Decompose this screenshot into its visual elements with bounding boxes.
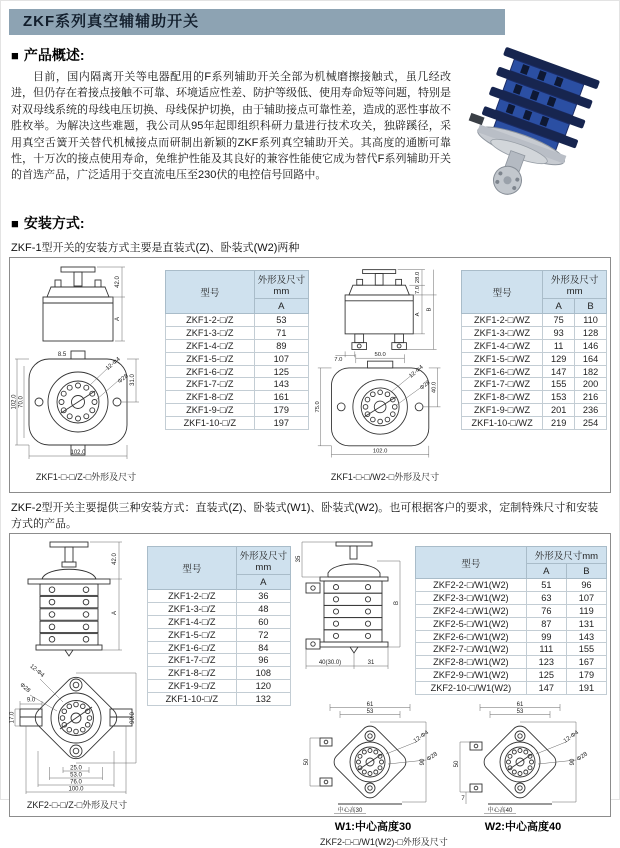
w1-front-drawing-col: [298, 695, 448, 834]
model-cell: ZKF1-5-□/Z: [166, 352, 255, 365]
table-row: [416, 656, 607, 669]
model-cell: ZKF2-8-□/W1(W2): [416, 656, 527, 669]
table-row: [148, 602, 291, 615]
dimension-cell: 48: [236, 602, 290, 615]
dimension-cell: 119: [566, 604, 606, 617]
table-row: [166, 314, 309, 327]
dim-label: 40.0: [431, 381, 438, 394]
dim-label: 90: [570, 758, 576, 766]
dim-label: A: [112, 610, 118, 616]
zkf1-z-table: [165, 270, 309, 430]
dimension-cell: 155: [566, 643, 606, 656]
dimension-cell: 125: [526, 669, 566, 682]
model-cell: ZKF1-6-□/Z: [148, 641, 237, 654]
dimension-cell: 179: [254, 404, 308, 417]
zkf2-w-side-drawing: [294, 539, 412, 679]
table-row: [148, 667, 291, 680]
dim-label: 50: [304, 758, 310, 766]
dim-label: 12-Φ4: [28, 663, 46, 679]
dim-label: 70.0: [18, 396, 25, 408]
overview-heading: 产品概述:: [23, 47, 85, 63]
model-cell: ZKF1-10-□/Z: [148, 693, 237, 706]
dim-label: Φ28: [426, 751, 439, 763]
install-heading-row: [11, 213, 609, 233]
dimension-cell: 11: [543, 339, 575, 352]
zkf1-z-table-col: [162, 258, 312, 492]
dimension-cell: 63: [526, 591, 566, 604]
dim-label: 100.0: [68, 786, 84, 793]
model-cell: ZKF1-10-□/WZ: [462, 417, 543, 430]
w1-front-drawing: [298, 700, 448, 818]
w2-caption: W2:中心高度40: [484, 821, 562, 834]
dimension-cell: 96: [566, 579, 606, 592]
dimension-cell: 216: [575, 391, 607, 404]
col-dims: 外形及尺寸mm: [236, 547, 290, 575]
dim-label: 53: [516, 709, 524, 716]
model-cell: ZKF2-9-□/W1(W2): [416, 669, 527, 682]
dimension-cell: 147: [526, 682, 566, 695]
col-dims: 外形及尺寸mm: [254, 271, 308, 299]
model-cell: ZKF1-4-□/Z: [148, 615, 237, 628]
dim-label: 42.0: [115, 276, 121, 288]
dimension-cell: 107: [566, 591, 606, 604]
dimension-cell: 128: [575, 326, 607, 339]
model-cell: ZKF1-9-□/Z: [166, 404, 255, 417]
dim-label: A: [415, 312, 422, 317]
dimension-cell: 167: [566, 656, 606, 669]
zkf1-w2-caption: ZKF1-□-□/W2-□外形及尺寸: [330, 472, 440, 482]
dim-label: 31.0: [130, 374, 136, 386]
model-cell: ZKF2-10-□/W1(W2): [416, 682, 527, 695]
dimension-cell: 155: [543, 378, 575, 391]
model-cell: ZKF1-9-□/WZ: [462, 404, 543, 417]
dim-label: 7: [461, 796, 465, 803]
dimension-cell: 89: [254, 339, 308, 352]
zkf2-note: ZKF-2型开关主要提供三种安装方式：直装式(Z)、卧装式(W1)、卧装式(W2)。也可根据客户的要求，定制特殊尺寸和安装方式的产品。: [11, 502, 599, 530]
table-row: [416, 579, 607, 592]
dimension-cell: 53: [254, 314, 308, 327]
dim-label: 12-Φ4: [412, 729, 431, 745]
model-cell: ZKF2-6-□/W1(W2): [416, 630, 527, 643]
table-row: [148, 654, 291, 667]
dimension-cell: 87: [526, 617, 566, 630]
dim-label: B: [394, 600, 400, 606]
dimension-cell: 143: [566, 630, 606, 643]
dim-label: 61: [516, 702, 524, 709]
dimension-cell: 96: [236, 654, 290, 667]
dim-label: 中心高40: [487, 808, 513, 815]
dim-label: Φ28: [18, 682, 31, 695]
product-photo-illustration: [457, 55, 611, 203]
dimension-cell: 129: [543, 352, 575, 365]
dimension-cell: 131: [566, 617, 606, 630]
dim-label: 90.0: [130, 712, 136, 724]
dimension-cell: 107: [254, 352, 308, 365]
table-row: [148, 615, 291, 628]
col-a: A: [254, 299, 308, 314]
dim-label: 35: [296, 555, 302, 563]
table-row: [462, 314, 607, 327]
dim-label: 9.0: [26, 697, 36, 704]
model-cell: ZKF1-2-□/WZ: [462, 314, 543, 327]
model-cell: ZKF2-5-□/W1(W2): [416, 617, 527, 630]
dimension-cell: 75: [543, 314, 575, 327]
dim-label: 12-Φ4: [104, 356, 122, 372]
table-row: [462, 391, 607, 404]
dimension-cell: 219: [543, 417, 575, 430]
w1-caption: W1:中心高度30: [334, 821, 412, 834]
dimension-cell: 236: [575, 404, 607, 417]
zkf1-w2-drawing-col: [312, 258, 458, 492]
table-row: [462, 339, 607, 352]
dimension-cell: 108: [236, 667, 290, 680]
zkf2-w-table: [415, 546, 607, 695]
dim-label: 102.0: [11, 394, 18, 410]
dimension-cell: 143: [254, 378, 308, 391]
dim-label: 102.0: [372, 448, 388, 455]
dim-label: 7.0: [334, 357, 343, 364]
zkf2-w-table-col: [412, 534, 610, 695]
model-cell: ZKF1-6-□/WZ: [462, 365, 543, 378]
table-row: [416, 669, 607, 682]
model-cell: ZKF2-4-□/W1(W2): [416, 604, 527, 617]
table-row: [462, 352, 607, 365]
model-cell: ZKF2-2-□/W1(W2): [416, 579, 527, 592]
dim-label: B: [426, 307, 433, 312]
model-cell: ZKF1-8-□/Z: [166, 391, 255, 404]
col-b: B: [566, 564, 606, 579]
dimension-cell: 111: [526, 643, 566, 656]
table-row: [462, 378, 607, 391]
table-row: [148, 628, 291, 641]
dimension-cell: 132: [236, 693, 290, 706]
dim-label: 50: [454, 760, 460, 768]
col-model: 型号: [462, 271, 543, 314]
table-row: [166, 391, 309, 404]
dim-label: Φ28: [419, 379, 432, 392]
zkf2-z-caption: ZKF2-□-□/Z-□外形及尺寸: [26, 800, 128, 810]
model-cell: ZKF1-4-□/WZ: [462, 339, 543, 352]
zkf1-wz-table: [461, 270, 607, 430]
dim-label: 17.0: [9, 711, 16, 724]
col-a: A: [526, 564, 566, 579]
model-cell: ZKF1-2-□/Z: [148, 590, 237, 603]
table-row: [148, 641, 291, 654]
model-cell: ZKF1-2-□/Z: [166, 314, 255, 327]
zkf1-note: ZKF-1型开关的安装方式主要是直装式(Z)、卧装式(W2)两种: [11, 242, 300, 254]
dimension-cell: 125: [254, 365, 308, 378]
table-row: [166, 352, 309, 365]
zkf2-w-caption: ZKF2-□-□/W1(W2)-□外形及尺寸: [320, 837, 448, 848]
dimension-cell: 254: [575, 417, 607, 430]
model-cell: ZKF1-3-□/WZ: [462, 326, 543, 339]
dim-label: 8.5: [57, 352, 67, 358]
model-cell: ZKF1-5-□/Z: [148, 628, 237, 641]
dimension-cell: 120: [236, 680, 290, 693]
table-row: [462, 404, 607, 417]
col-model: 型号: [416, 547, 527, 579]
dim-label: 中心高30: [337, 808, 363, 815]
overview-section: [11, 69, 611, 203]
table-row: [416, 630, 607, 643]
model-cell: ZKF1-7-□/Z: [166, 378, 255, 391]
model-cell: ZKF1-8-□/WZ: [462, 391, 543, 404]
dim-label: 53: [366, 709, 374, 716]
dim-label: 90: [420, 758, 426, 766]
col-model: 型号: [148, 547, 237, 590]
table-row: [416, 604, 607, 617]
dim-label: 12-Φ4: [408, 364, 425, 380]
dim-label: 76.0: [70, 779, 82, 786]
zkf1-wz-table-col: [458, 258, 610, 492]
model-cell: ZKF1-4-□/Z: [166, 339, 255, 352]
dimension-cell: 179: [566, 669, 606, 682]
zkf1-z-drawing-col: [10, 258, 162, 492]
col-dims: 外形及尺寸mm: [526, 547, 606, 564]
section-bullet-icon: ■: [11, 48, 19, 63]
dim-label: 102.0: [70, 450, 86, 456]
dim-label: A: [115, 316, 121, 322]
zkf2-w-side-drawing-col: [294, 534, 412, 695]
w2-front-drawing-col: [448, 695, 598, 834]
table-row: [166, 365, 309, 378]
model-cell: ZKF1-7-□/Z: [148, 654, 237, 667]
install-heading: 安装方式:: [23, 215, 85, 231]
page-title-bar: [9, 9, 505, 35]
dimension-cell: 110: [575, 314, 607, 327]
dim-label: Φ28: [576, 751, 589, 763]
w2-front-drawing: [448, 700, 598, 818]
dimension-cell: 161: [254, 391, 308, 404]
dimension-cell: 60: [236, 615, 290, 628]
dimension-cell: 51: [526, 579, 566, 592]
zkf1-z-drawing: [11, 263, 161, 469]
dimension-cell: 182: [575, 365, 607, 378]
zkf1-drawings-box: [9, 257, 611, 493]
dimension-cell: 93: [543, 326, 575, 339]
dim-label: 53.0: [70, 772, 82, 779]
dimension-cell: 200: [575, 378, 607, 391]
overview-paragraph: 目前，国内隔离开关等电器配用的F系列辅助开关全部为机械磨擦接触式，虽几经改进，但仍存在着接点接触不可靠、环境适应性差、防护等级低、使用寿命短等问题，特别是对双母线系统的母线电压切换、母线保护切换，由于辅助接点可靠性差，造成的恶性事故不胜枚举。为解决这些难题，我公司从95年起即组织科研力量进行技术攻关，独辟蹊径，采用真空舌簧开关替代机械接点而研制出新颖的ZKF系列真空辅助开关。其高度的通断可靠性，十万次的接点使用寿命，免维护性能及其良好的兼容性能使它成为替代F系列辅助开关的首选产品，广泛适用于交直流电压至230伏的电控信号回路中。: [11, 71, 451, 182]
table-row: [416, 617, 607, 630]
zkf2-z-table: [147, 546, 291, 706]
zkf2-z-drawing: [10, 539, 144, 797]
dim-label: 40(30.0): [318, 660, 342, 666]
dim-label: 28.0: [415, 271, 422, 284]
dim-label: Φ28: [117, 373, 130, 386]
table-row: [166, 339, 309, 352]
model-cell: ZKF1-9-□/Z: [148, 680, 237, 693]
table-row: [462, 326, 607, 339]
col-a: A: [543, 299, 575, 314]
model-cell: ZKF1-3-□/Z: [166, 326, 255, 339]
col-dims: 外形及尺寸mm: [543, 271, 607, 299]
page-title: ZKF系列真空辅辅助开关: [23, 13, 200, 30]
dim-label: 25.0: [70, 765, 82, 772]
dim-label: 12-Φ4: [562, 729, 581, 745]
dimension-cell: 147: [543, 365, 575, 378]
table-row: [148, 693, 291, 706]
table-row: [462, 417, 607, 430]
dim-label: 7.0: [415, 286, 422, 295]
model-cell: ZKF1-7-□/WZ: [462, 378, 543, 391]
dimension-cell: 36: [236, 590, 290, 603]
zkf2-w-col: [294, 534, 610, 848]
dimension-cell: 72: [236, 628, 290, 641]
dimension-cell: 191: [566, 682, 606, 695]
dimension-cell: 84: [236, 641, 290, 654]
zkf2-z-table-col: [144, 534, 294, 816]
dimension-cell: 197: [254, 417, 308, 430]
table-row: [416, 643, 607, 656]
dimension-cell: 76: [526, 604, 566, 617]
model-cell: ZKF1-3-□/Z: [148, 602, 237, 615]
col-model: 型号: [166, 271, 255, 314]
table-row: [166, 378, 309, 391]
model-cell: ZKF1-5-□/WZ: [462, 352, 543, 365]
dimension-cell: 164: [575, 352, 607, 365]
dim-label: 31: [367, 660, 375, 666]
table-row: [148, 590, 291, 603]
col-b: B: [575, 299, 607, 314]
table-row: [166, 404, 309, 417]
dim-label: 61: [366, 702, 374, 709]
table-row: [166, 326, 309, 339]
table-row: [416, 682, 607, 695]
product-photo: [457, 55, 611, 203]
section-bullet-icon: ■: [11, 216, 19, 231]
table-row: [166, 417, 309, 430]
dim-label: 42.0: [112, 553, 118, 565]
zkf1-w2-drawing: [312, 263, 458, 469]
dimension-cell: 201: [543, 404, 575, 417]
dim-label: 75.0: [314, 401, 321, 413]
zkf2-drawings-box: [9, 533, 611, 848]
dimension-cell: 99: [526, 630, 566, 643]
dimension-cell: 146: [575, 339, 607, 352]
table-row: [148, 680, 291, 693]
table-row: [462, 365, 607, 378]
model-cell: ZKF1-6-□/Z: [166, 365, 255, 378]
dimension-cell: 123: [526, 656, 566, 669]
dimension-cell: 153: [543, 391, 575, 404]
model-cell: ZKF1-8-□/Z: [148, 667, 237, 680]
model-cell: ZKF2-7-□/W1(W2): [416, 643, 527, 656]
dim-label: 50.0: [374, 351, 386, 358]
table-row: [416, 591, 607, 604]
col-a: A: [236, 575, 290, 590]
zkf1-z-caption: ZKF1-□-□/Z-□外形及尺寸: [35, 472, 137, 482]
model-cell: ZKF2-3-□/W1(W2): [416, 591, 527, 604]
model-cell: ZKF1-10-□/Z: [166, 417, 255, 430]
zkf2-z-drawing-col: [10, 534, 144, 816]
dimension-cell: 71: [254, 326, 308, 339]
